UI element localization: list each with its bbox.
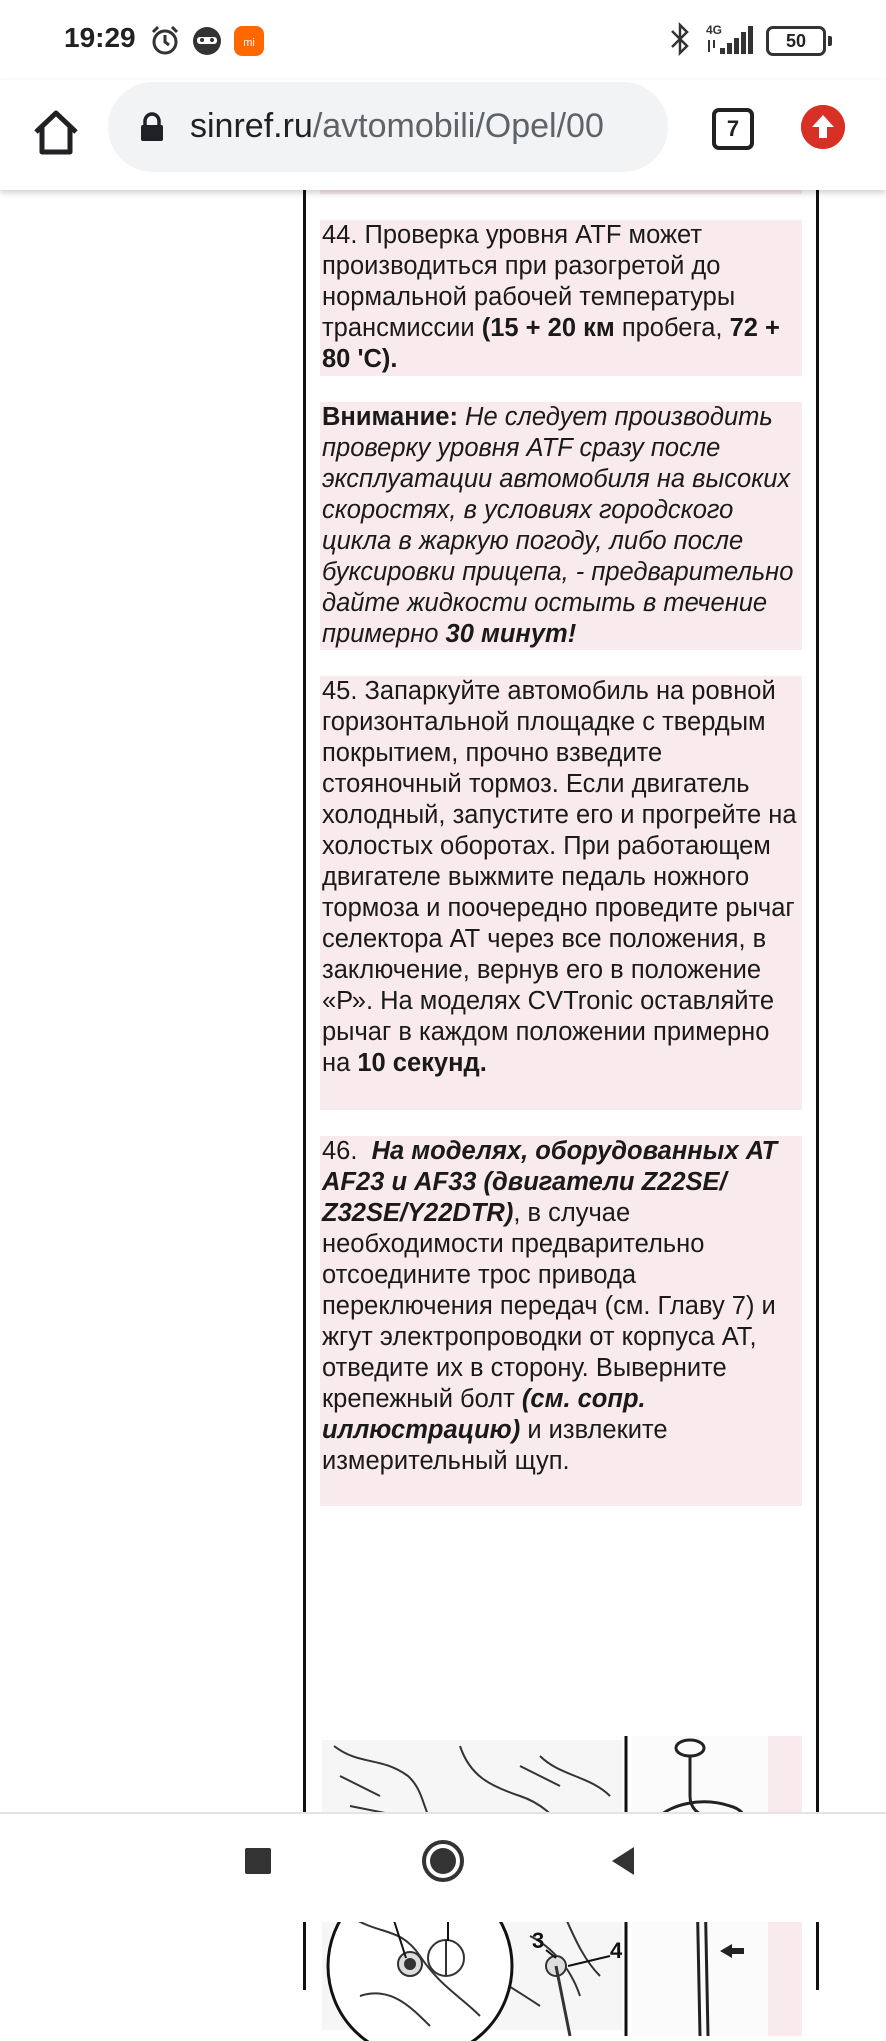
browser-toolbar (0, 80, 886, 190)
warning-duration: 30 минут! (445, 620, 577, 648)
step-46-models: На моделях, оборудованных АТ AF23 и AF33 (двигатели Z22SE/ Z32SE/Y22DTR) (322, 1137, 778, 1227)
update-arrow-icon[interactable] (801, 105, 845, 149)
bluetooth-icon (668, 20, 692, 58)
step-44 (320, 220, 802, 376)
battery-icon (766, 26, 826, 56)
url-text[interactable] (190, 102, 660, 150)
tab-switcher-icon[interactable] (712, 108, 754, 150)
step-44-text: 44. Проверка уровня ATF может производиться при разогретой до нормальной рабочей температуры трансмиссии (322, 221, 736, 342)
lock-icon[interactable] (138, 112, 166, 142)
step-44-temperature: 72 + 80 'С). (322, 314, 780, 373)
navigation-bar (0, 1812, 886, 1922)
figure-label-4: 4 (610, 1938, 623, 1963)
home-circle-icon[interactable] (420, 1838, 466, 1884)
step-46-see-illustration: (см. сопр. иллюстрацию) (322, 1385, 646, 1444)
url-domain: sinref.ru (190, 107, 313, 145)
page-content[interactable] (0, 190, 886, 1963)
step-44-text-mid: пробега, (614, 314, 730, 342)
battery-level: 50 (785, 31, 807, 51)
mi-app-icon (232, 24, 266, 58)
step-44-distance: (15 + 20 км (481, 314, 615, 342)
status-time: 19:29 (64, 22, 136, 53)
alarm-icon (148, 24, 182, 58)
warning-block (320, 402, 802, 650)
recents-square-icon[interactable] (241, 1844, 275, 1878)
step-45-duration: 10 секунд. (357, 1049, 487, 1077)
step-46-number: 46. (322, 1137, 358, 1165)
network-type: 4G (706, 23, 723, 37)
figure-label-3: 3 (532, 1928, 545, 1953)
address-bar[interactable] (108, 82, 668, 172)
warning-label: Внимание: (322, 403, 458, 431)
home-icon[interactable] (26, 102, 86, 162)
incognito-mask-icon (190, 24, 224, 58)
signal-icon (704, 20, 756, 58)
step-46 (320, 1136, 802, 1506)
status-bar (0, 0, 886, 80)
tab-count: 7 (726, 116, 740, 141)
article-panel (303, 0, 819, 1990)
step-45 (320, 676, 802, 1110)
url-path: /avtomobili/Opel/00 (312, 107, 604, 145)
back-triangle-icon[interactable] (606, 1844, 640, 1878)
svg-text:mi: mi (243, 37, 255, 49)
step-46-text: , в случае необходимости предварительно отсоедините трос привода переключения передач (см. Главу 7) и жгут электропроводки от корпуса АТ, отведите их в сторону. Выверните крепежный болт (322, 1199, 776, 1413)
step-45-text: 45. Запаркуйте автомобиль на ровной горизонтальной площадке с твердым покрытием, прочно взведите стояночный тормоз. Если двигатель холодный, запустите его и прогрейте на холостых оборотах. При работающем двигателе выжмите педаль ножного тормоза и поочередно проведите рычаг селектора АТ через все положения, в заключение, вернув его в положение «Р». На моделях CVTronic оставляйте рычаг в каждом положении примерно на (322, 677, 797, 1077)
warning-text: Не следует производить проверку уровня ATF сразу после эксплуатации автомобиля на высоких скоростях, в условиях городского цикла в жаркую погоду, либо после буксировки прицепа, - предварительно дайте жидкости остыть в течение примерно (322, 403, 794, 648)
step-46-text-end: и извлеките измерительный щуп. (322, 1416, 668, 1475)
